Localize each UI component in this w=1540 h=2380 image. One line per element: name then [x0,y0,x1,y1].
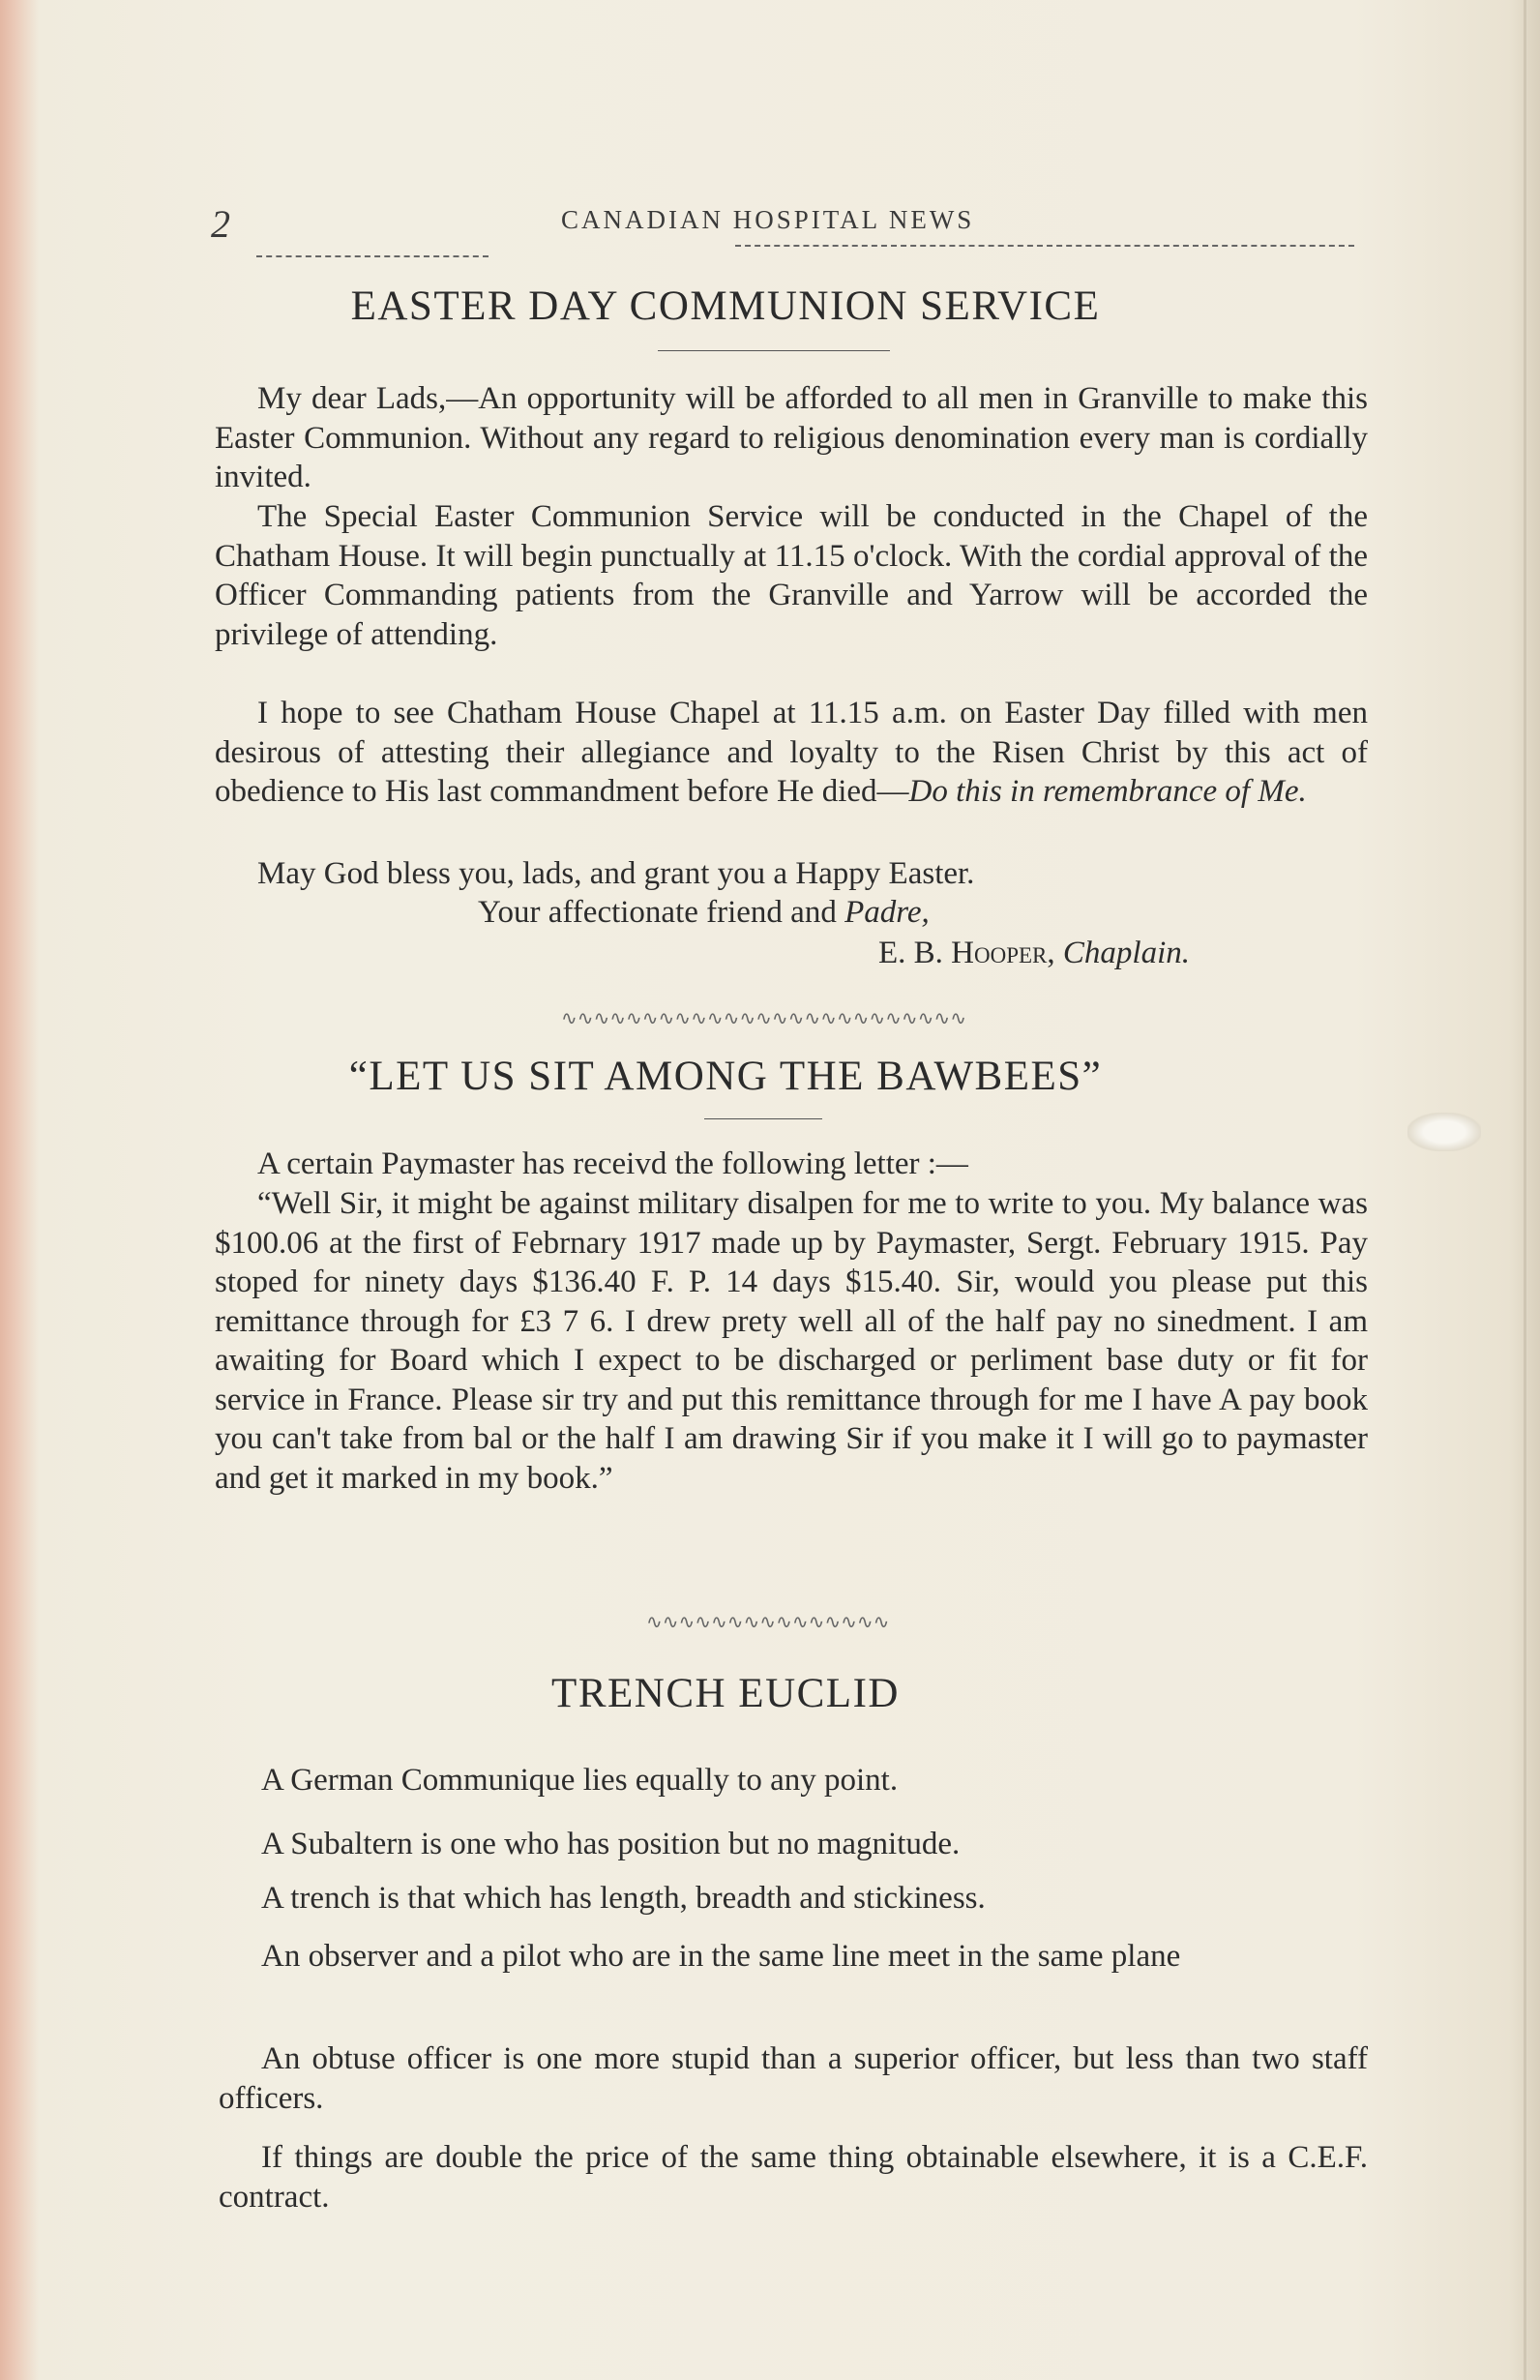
euclid-item-2: A Subaltern is one who has position but no magnitude. [261,1827,961,1861]
easter-paragraph-2: The Special Easter Communion Service will be conducted in the Chapel of the Chatham House. It will begin punctually at 11.15 o'clock. With the cordial approval of the Officer Commanding patients from the Granville and Yarrow will be accorded the privilege of attending. [215,499,1368,652]
euclid-item-1: A German Communique lies equally to any point. [261,1763,899,1798]
easter-paragraph-3-italic: Do this in remembrance of Me. [908,774,1307,809]
binding-edge [1524,0,1526,2380]
signature-title: Chaplain. [1062,936,1191,970]
bawbees-letter: “Well Sir, it might be against military disalpen for me to write to you. My balance was $100.06 at the first of Febrnary 1917 made up by Paymaster, Sergt. February 1915. Pay stoped for ninety days $136.40 F. P. 14 days $15.40. Sir, would you please put this remittance through for £3 7 6. I drew prety well all of the half pay no sinedment. I am awaiting for Board which I expect to be discharged or perliment base duty or fit for service in France. Please sir try and put this remittance through for me I have A pay book you can't take from bal or the half I am drawing Sir if you make it I will go to paymaster and get it marked in my book.” [215,1186,1368,1496]
header-rule-right [735,245,1354,247]
bawbees-title: “LET US SIT AMONG THE BAWBEES” [348,1054,1103,1099]
bawbees-intro: A certain Paymaster has receivd the following letter :— [257,1146,968,1181]
easter-signature [878,936,1190,971]
header-rule-left [256,255,489,257]
paper-clip-mark [1407,1113,1481,1151]
euclid-item-4: An observer and a pilot who are in the same line meet in the same plane [261,1939,1181,1974]
easter-paragraph-3 [215,694,1368,812]
easter-blessing: May God bless you, lads, and grant you a Happy Easter. [257,856,975,891]
easter-paragraph-3-text: I hope to see Chatham House Chapel at 11.15 a.m. on Easter Day filled with men desirous of attesting their allegiance and loyalty to the Risen Christ by this act of obedience to His last commandment before He died— [215,696,1368,809]
easter-closing-italic: Padre, [844,895,930,930]
bawbees-title-rule [704,1118,822,1119]
section-divider-ornament-2: ∿∿∿∿∿∿∿∿∿∿∿∿∿∿∿ [646,1612,890,1633]
signature-name: E. B. Hooper, [878,936,1055,970]
easter-closing [478,895,930,931]
euclid-item-3: A trench is that which has length, breadth and stickiness. [261,1881,986,1916]
euclid-item-5: An obtuse officer is one more stupid than a superior officer, but less than two staff officers. [219,2041,1368,2116]
easter-title: EASTER DAY COMMUNION SERVICE [350,283,1101,329]
running-head: CANADIAN HOSPITAL NEWS [561,205,975,234]
easter-title-rule [658,350,890,351]
page-number: 2 [211,202,230,246]
easter-paragraph-1: My dear Lads,—An opportunity will be afforded to all men in Granville to make this Easter Communion. Without any regard to religious denomination every man is cordially invited. [215,381,1368,494]
euclid-title: TRENCH EUCLID [551,1671,900,1716]
euclid-item-6: If things are double the price of the same thing obtainable elsewhere, it is a C.E.F. contract. [219,2140,1368,2215]
easter-closing-text: Your affectionate friend and [478,895,837,930]
section-divider-ornament-1: ∿∿∿∿∿∿∿∿∿∿∿∿∿∿∿∿∿∿∿∿∿∿∿∿∿ [561,1008,966,1029]
